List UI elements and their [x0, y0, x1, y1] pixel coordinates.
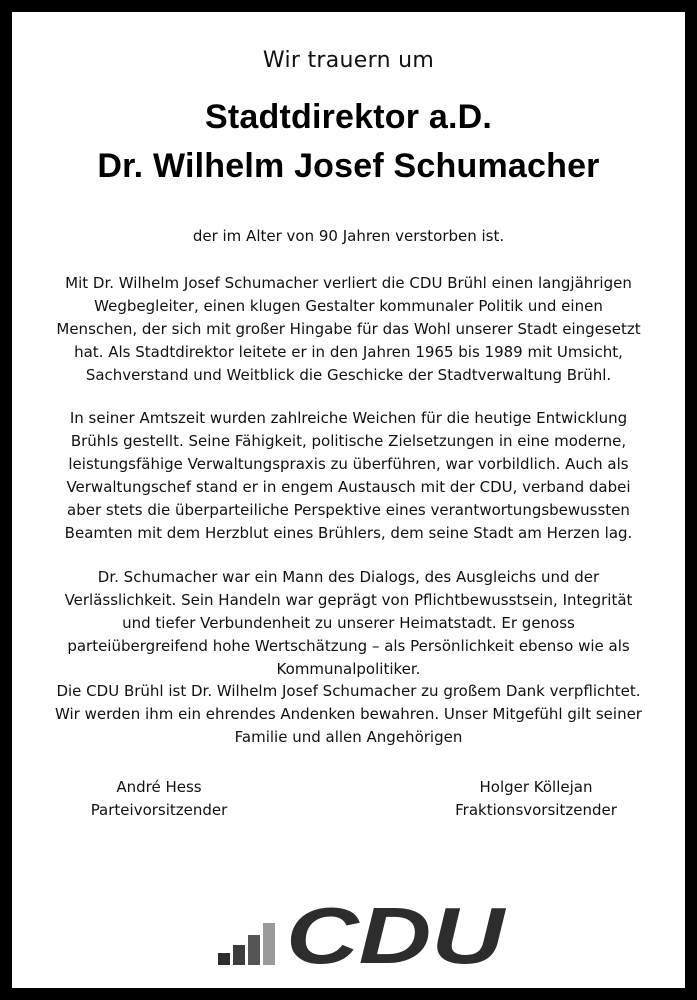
signature-role: Fraktionsvorsitzender: [455, 801, 617, 819]
signature-name: André Hess: [116, 778, 202, 796]
logo-bar-2: [233, 945, 245, 965]
deceased-name: Dr. Wilhelm Josef Schumacher: [97, 147, 600, 185]
logo-bar-1: [218, 953, 230, 965]
paragraph-2: In seiner Amtszeit wurden zahlreiche Weichen für die heutige Entwicklung Brühls gestellt. Seine Fähigkeit, politische Zielsetzungen in eine moderne, leistungsfähige Verwaltungspraxis zu überführen, war vorbildlich. Auch als Verwaltungschef stand er in engem Austausch mit der CDU, verband dabei aber stets die überparteiliche Perspektive eines verantwortungsbewussten Beamten mit dem Herzblut eines Brühlers, dem seine Stadt am Herzen lag.: [64, 409, 633, 542]
logo-bar-4: [263, 923, 275, 965]
signature-name: Holger Köllejan: [479, 778, 593, 796]
paragraph-4: Die CDU Brühl ist Dr. Wilhelm Josef Schumacher zu großem Dank verpflichtet. Wir werden ihm ein ehrendes Andenken bewahren. Unser Mitgefühl gilt seiner Familie und allen Angehörigen: [55, 682, 642, 746]
paragraph-1: Mit Dr. Wilhelm Josef Schumacher verliert die CDU Brühl einen langjährigen Wegbegleiter, einen klugen Gestalter kommunaler Politik und einen Menschen, der sich mit großer Hingabe für das Wohl unserer Stadt eingesetzt hat. Als Stadtdirektor leitete er in den Jahren 1965 bis 1989 mit Umsicht, Sachverstand und Weitblick die Geschicke der Stadtverwaltung Brühl.: [56, 274, 641, 384]
cdu-logo: [218, 899, 508, 965]
intro-line: Wir trauern um: [262, 48, 435, 73]
notice-content: [24, 24, 673, 976]
signature-role: Parteivorsitzender: [90, 801, 228, 819]
logo-bar-3: [248, 935, 260, 965]
paragraph-3: Dr. Schumacher war ein Mann des Dialogs, des Ausgleichs und der Verlässlichkeit. Sein Handeln war geprägt von Pflichtbewusstsein, Integrität und tiefer Verbundenheit zu unserer Heimatstadt. Er genoss parteiübergreifend hohe Wertschätzung – als Persönlichkeit ebenso wie als Kommunalpolitiker.: [64, 568, 633, 678]
logo-lettering: CDU: [286, 899, 507, 965]
signature-right: [436, 776, 636, 822]
age-line: der im Alter von 90 Jahren verstorben ist.: [192, 227, 505, 245]
signature-left: [74, 776, 244, 822]
deceased-title: Stadtdirektor a.D.: [205, 98, 492, 136]
